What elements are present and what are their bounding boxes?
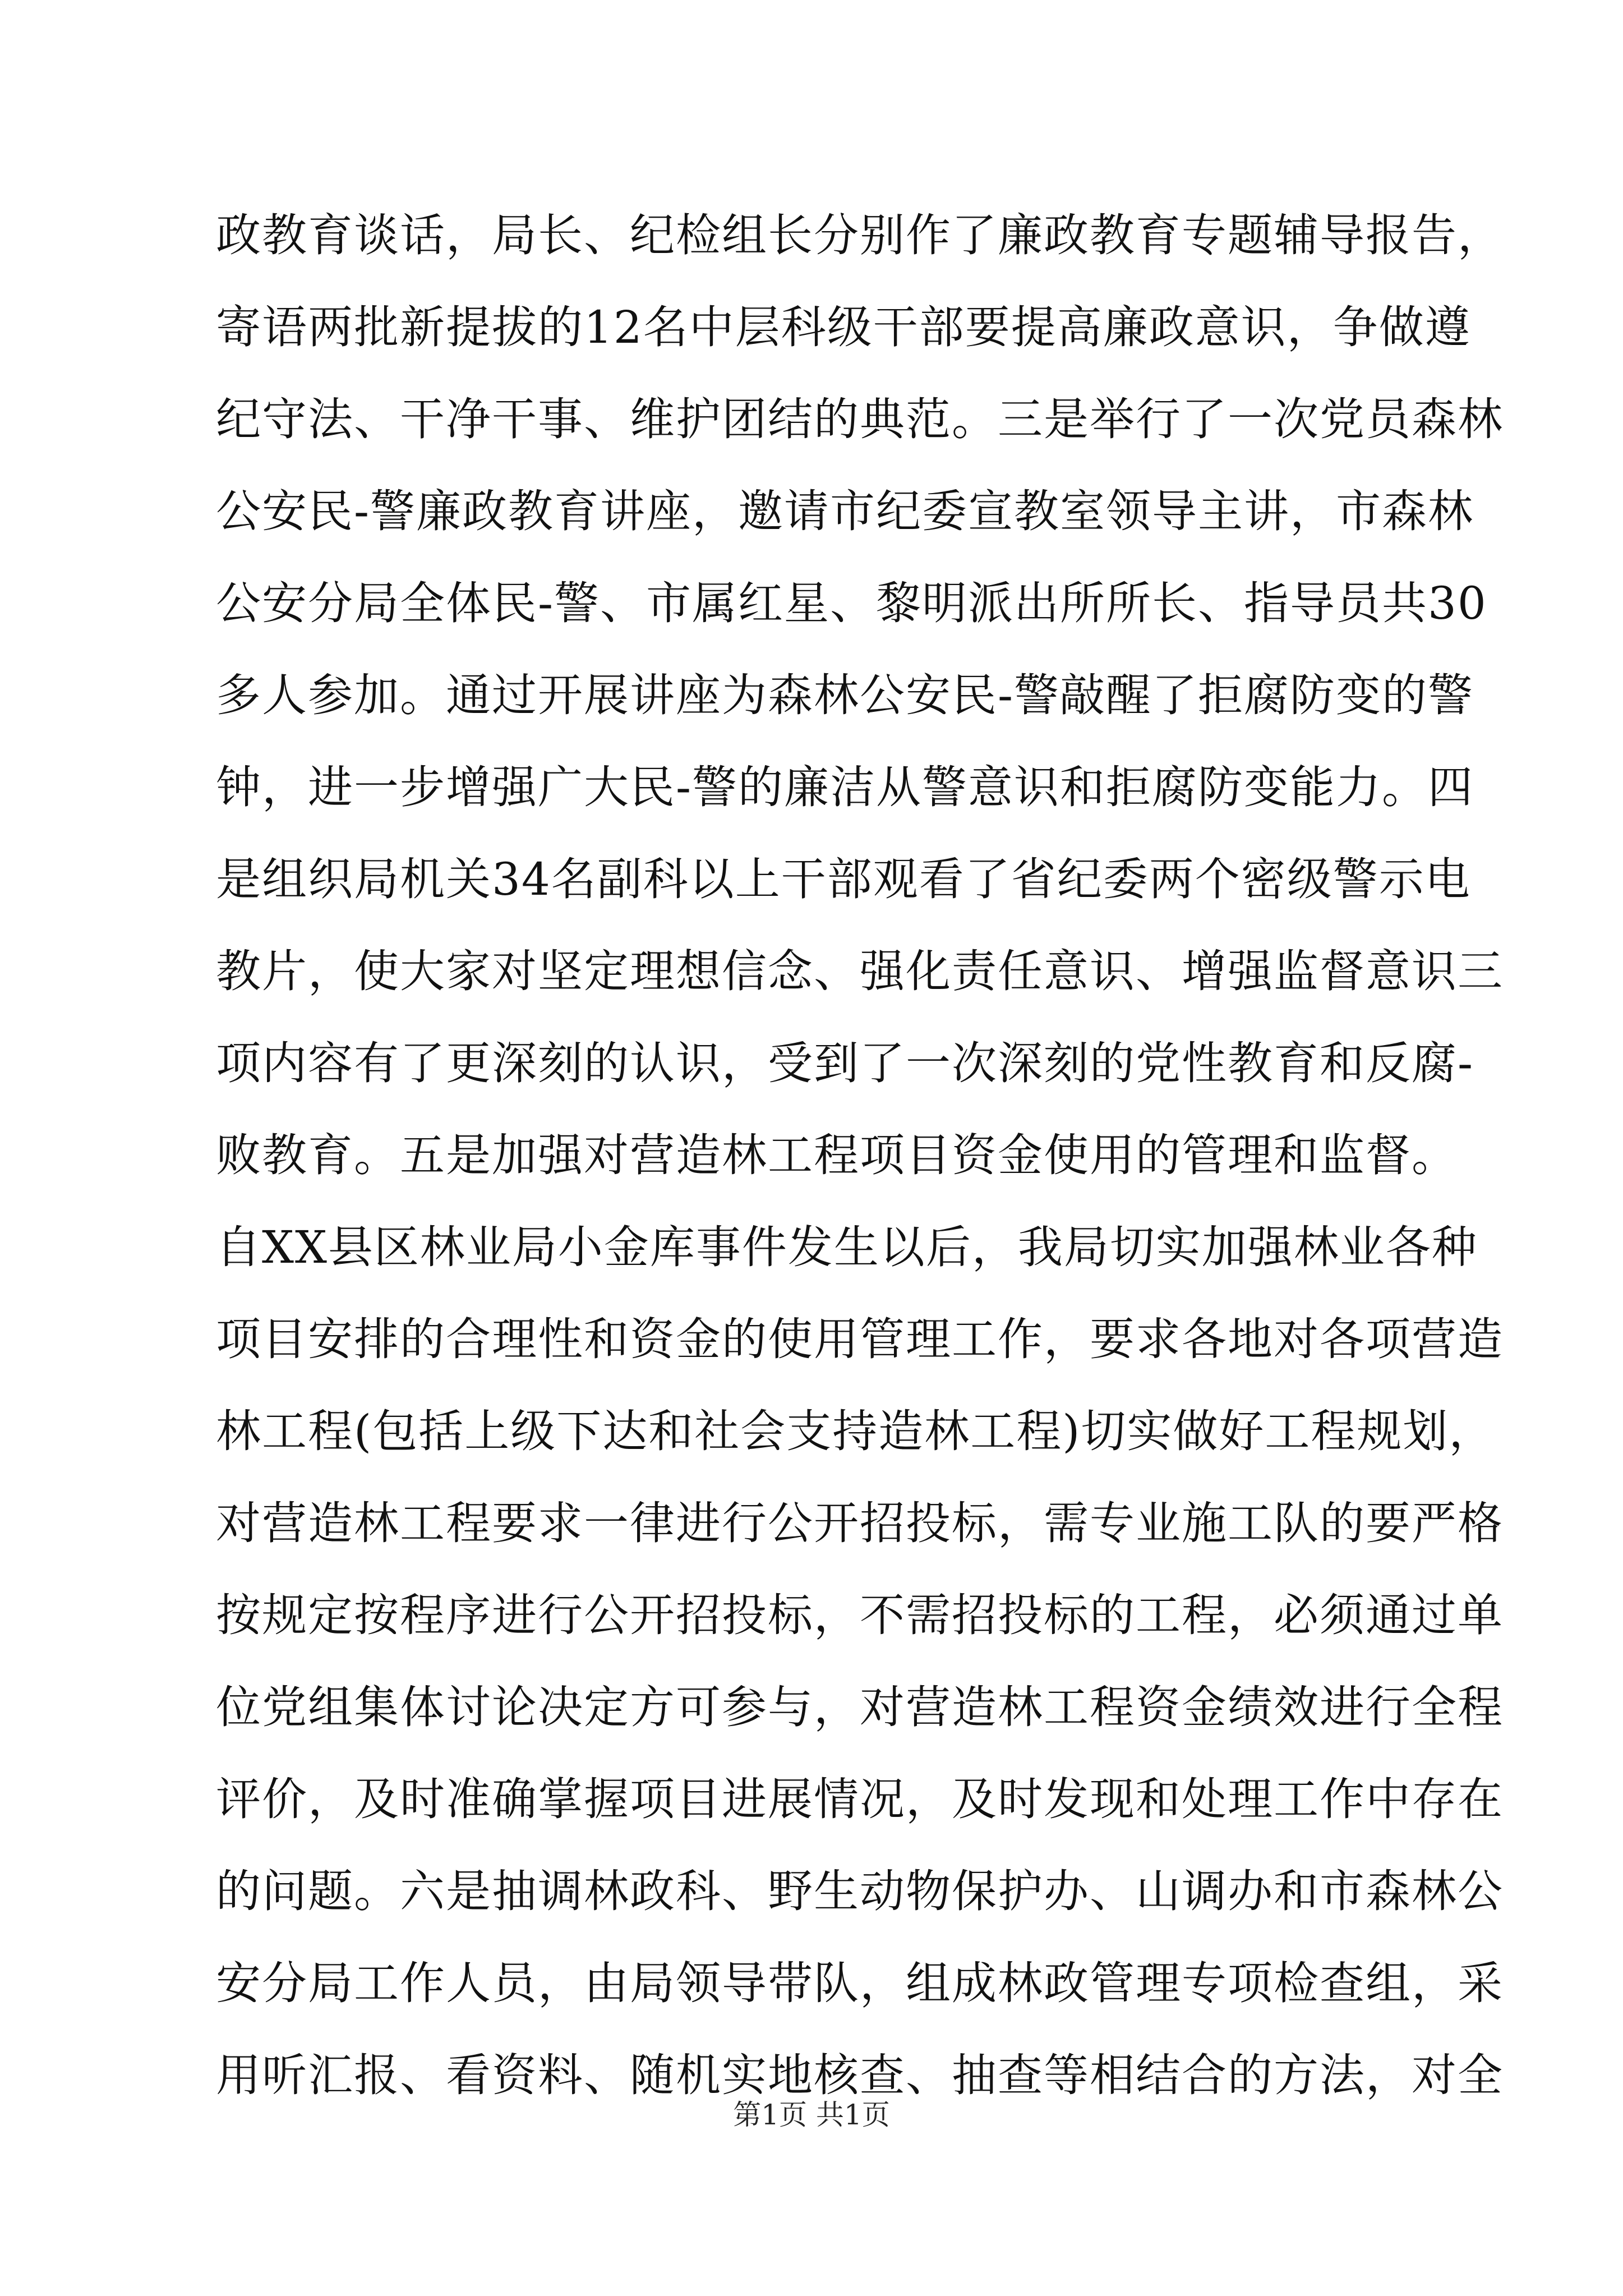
- text-line: 林工程(包括上级下达和社会支持造林工程)切实做好工程规划，: [216, 1405, 1495, 1457]
- text-line: 多人参加。通过开展讲座为森林公安民-警敲醒了拒腐防变的警: [216, 669, 1474, 721]
- page-number: 第1页 共1页: [733, 2099, 890, 2131]
- text-line: 公安分局全体民-警、市属红星、黎明派出所所长、指导员共30: [216, 577, 1487, 629]
- text-line: 自XX县区林业局小金库事件发生以后，我局切实加强林业各种: [216, 1221, 1478, 1273]
- body-text: [216, 190, 1504, 2122]
- text-line: 按规定按程序进行公开招投标，不需招投标的工程，必须通过单: [216, 1589, 1504, 1641]
- text-line: 败教育。五是加强对营造林工程项目资金使用的管理和监督。: [216, 1129, 1458, 1181]
- text-line: 项内容有了更深刻的认识，受到了一次深刻的党性教育和反腐-: [216, 1037, 1474, 1089]
- text-line: 教片，使大家对坚定理想信念、强化责任意识、增强监督意识三: [216, 945, 1504, 997]
- text-line: 评价，及时准确掌握项目进展情况，及时发现和处理工作中存在: [216, 1773, 1504, 1825]
- text-line: 安分局工作人员，由局领导带队，组成林政管理专项检查组，采: [216, 1957, 1504, 2009]
- text-line: 是组织局机关34名副科以上干部观看了省纪委两个密级警示电: [216, 853, 1471, 905]
- text-line: 寄语两批新提拔的12名中层科级干部要提高廉政意识，争做遵: [216, 301, 1471, 353]
- text-line: 用听汇报、看资料、随机实地核查、抽查等相结合的方法，对全: [216, 2049, 1504, 2101]
- text-line: 政教育谈话，局长、纪检组长分别作了廉政教育专题辅导报告，: [216, 209, 1504, 261]
- text-line: 对营造林工程要求一律进行公开招投标，需专业施工队的要严格: [216, 1497, 1504, 1549]
- text-line: 公安民-警廉政教育讲座，邀请市纪委宣教室领导主讲，市森林: [216, 485, 1474, 537]
- text-line: 项目安排的合理性和资金的使用管理工作，要求各地对各项营造: [216, 1313, 1504, 1365]
- text-line: 钟，进一步增强广大民-警的廉洁从警意识和拒腐防变能力。四: [216, 761, 1474, 813]
- text-line: 位党组集体讨论决定方可参与，对营造林工程资金绩效进行全程: [216, 1681, 1504, 1733]
- text-line: 纪守法、干净干事、维护团结的典范。三是举行了一次党员森林: [216, 393, 1504, 445]
- text-line: 的问题。六是抽调林政科、野生动物保护办、山调办和市森林公: [216, 1865, 1504, 1917]
- page-footer: [0, 2095, 1623, 2134]
